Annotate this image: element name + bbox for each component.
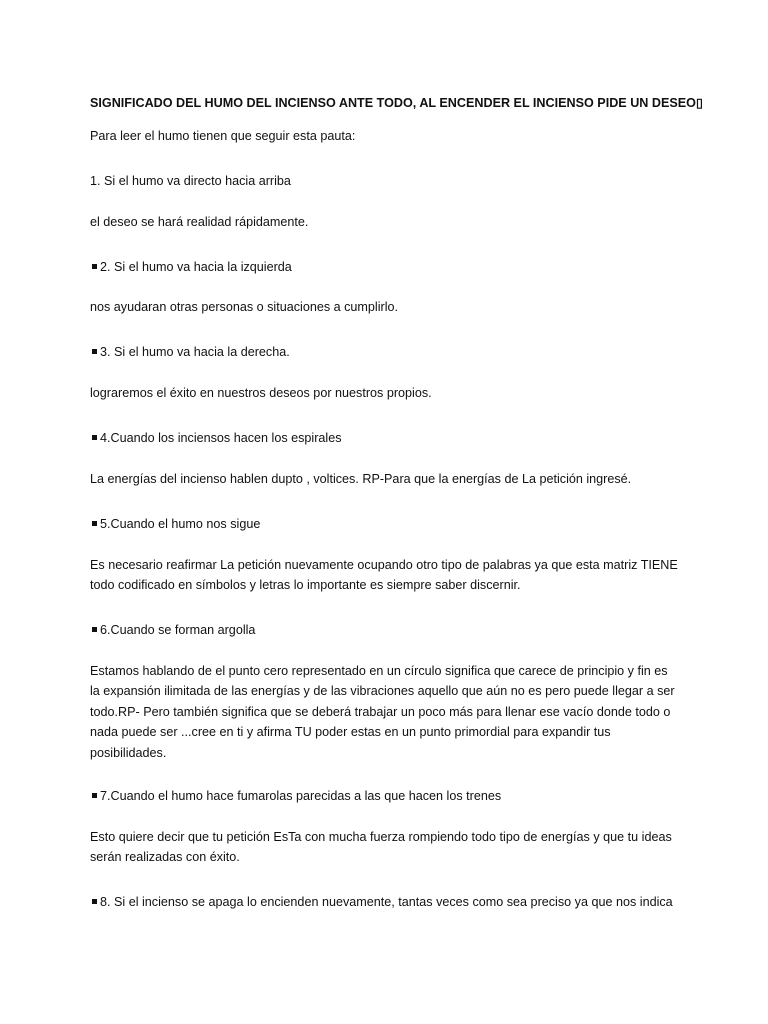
item-3-heading-row (90, 345, 690, 359)
item-6-text: Estamos hablando de el punto cero representado en un círculo significa que carece de principio y fin es la expansión ilimitada de las energías y de las vibraciones aquello que aún no es pero puede llegar a ser todo.RP- Pero también significa que se deberá trabajar un poco más para llenar ese vacío donde todo o nada puede ser ...cree en ti y afirma TU poder estas en un punto primordial para expandir tus posibilidades. (90, 664, 675, 760)
title-end-glyph: ▯ (695, 96, 703, 110)
item-2-heading-row (90, 260, 690, 274)
document-title-text: SIGNIFICADO DEL HUMO DEL INCIENSO ANTE TODO, AL ENCENDER EL INCIENSO PIDE UN DESEO (90, 96, 696, 110)
item-8-heading-row (90, 895, 690, 909)
square-bullet-icon (92, 627, 97, 632)
item-6-heading: 6.Cuando se forman argolla (100, 623, 256, 637)
item-2-heading: 2. Si el humo va hacia la izquierda (100, 260, 292, 274)
intro-text: Para leer el humo tienen que seguir esta pauta: (90, 129, 356, 143)
square-bullet-icon (92, 264, 97, 269)
item-4-heading: 4.Cuando los inciensos hacen los espirales (100, 431, 342, 445)
item-7-heading: 7.Cuando el humo hace fumarolas parecidas a las que hacen los trenes (100, 789, 502, 803)
item-7-text: Esto quiere decir que tu petición EsTa con mucha fuerza rompiendo todo tipo de energías y que tu ideas serán realizadas con éxito. (90, 830, 672, 865)
item-5-heading: 5.Cuando el humo nos sigue (100, 517, 261, 531)
item-4-heading-row (90, 431, 690, 445)
square-bullet-icon (92, 435, 97, 440)
item-3-text: lograremos el éxito en nuestros deseos por nuestros propios. (90, 386, 432, 400)
document-title (90, 95, 703, 110)
item-1-heading: 1. Si el humo va directo hacia arriba (90, 174, 291, 188)
item-8-heading: 8. Si el incienso se apaga lo encienden nuevamente, tantas veces como sea preciso ya que nos indica (100, 895, 673, 909)
item-4-text: La energías del incienso hablen dupto , voltices. RP-Para que la energías de La petición ingresé. (90, 472, 632, 486)
item-5-text: Es necesario reafirmar La petición nuevamente ocupando otro tipo de palabras ya que esta matriz TIENE todo codificado en símbolos y letras lo importante es siempre saber discernir. (90, 558, 678, 593)
item-7-heading-row (90, 789, 690, 803)
item-1-text: el deseo se hará realidad rápidamente. (90, 215, 309, 229)
item-2-text: nos ayudaran otras personas o situaciones a cumplirlo. (90, 300, 399, 314)
item-6-heading-row (90, 623, 690, 637)
item-3-heading: 3. Si el humo va hacia la derecha. (100, 345, 290, 359)
square-bullet-icon (92, 349, 97, 354)
square-bullet-icon (92, 899, 97, 904)
item-5-heading-row (90, 517, 690, 531)
square-bullet-icon (92, 793, 97, 798)
square-bullet-icon (92, 521, 97, 526)
